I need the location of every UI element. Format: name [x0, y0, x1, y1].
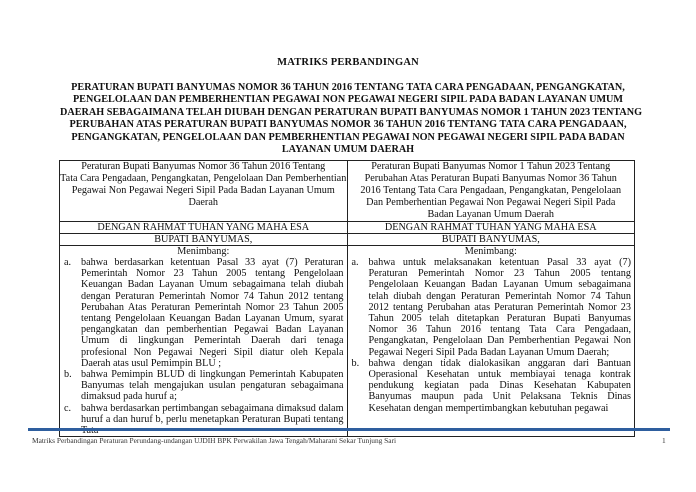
left-column-header [60, 161, 348, 222]
menimbang-label: Menimbang: [177, 246, 230, 257]
header-line: 2016 Tentang Tata Cara Pengadaan, Pengangkatan, Pengelolaan [360, 185, 622, 196]
header-line: Tata Cara Pengadaan, Pengangkatan, Pengelolaan Dan Pemberhentian [60, 173, 347, 184]
regulation-title-line: PERUBAHAN ATAS PERATURAN BUPATI BANYUMAS NOMOR 36 TAHUN 2016 TENTANG TATA CARA PENGADAAN, [69, 119, 627, 131]
item-label: c. [64, 402, 72, 414]
left-rahmat: DENGAN RAHMAT TUHAN YANG MAHA ESA [60, 222, 348, 234]
footer-rule [28, 428, 670, 431]
page-number: 1 [662, 436, 666, 445]
right-column-header [347, 161, 635, 222]
item-label: b. [351, 357, 360, 369]
item-label: a. [64, 257, 72, 268]
header-line: Daerah [188, 197, 218, 208]
item-label: b. [64, 369, 72, 381]
menimbang-label: Menimbang: [464, 246, 517, 257]
header-line: Badan Layanan Umum Daerah [427, 209, 554, 220]
regulation-title-line: PENGANGKATAN, PENGELOLAAN DAN PEMBERHENTIAN PEGAWAI NON PEGAWAI NEGERI SIPIL PADA BADAN [71, 131, 625, 143]
item-text: bahwa berdasarkan pertimbangan sebagaimana dimaksud dalam huruf a dan huruf b, perlu menetapkan Peraturan Bupati tentang [81, 402, 344, 425]
item-text: bahwa dengan tidak dialokasikan anggaran dari Bantuan Operasional Kesehatan untuk membiayai tenaga kontrak pendukung kegiatan pada Dinas Kesehatan Kabupaten Banyumas maupun pada Unit Pelaksana Teknis Dinas Kesehatan dengan mempertimbangkan kebutuhan pegawai [368, 357, 631, 414]
page-title: MATRIKS PERBANDINGAN [277, 57, 419, 68]
header-line: Dan Pemberhentian Pegawai Non Pegawai Negeri Sipil Pada [366, 197, 616, 208]
header-line: Peraturan Bupati Banyumas Nomor 36 Tahun 2016 Tentang [81, 161, 326, 172]
header-line: Peraturan Bupati Banyumas Nomor 1 Tahun 2023 Tentang [371, 161, 611, 172]
list-item [351, 358, 632, 414]
header-line: Pegawai Non Pegawai Negeri Sipil Pada Badan Layanan Umum [71, 185, 335, 196]
regulation-title-line: DAERAH SEBAGAIMANA TELAH DIUBAH DENGAN PERATURAN BUPATI BANYUMAS NOMOR 1 TAHUN 2023 TENTANG [60, 106, 643, 118]
right-menimbang-cell [347, 246, 635, 437]
regulation-title-line: PERATURAN BUPATI BANYUMAS NOMOR 36 TAHUN 2016 TENTANG TATA CARA PENGADAAN, PENGANGKATAN, [71, 82, 625, 93]
right-rahmat: DENGAN RAHMAT TUHAN YANG MAHA ESA [347, 222, 635, 234]
item-text: bahwa untuk melaksanakan ketentuan Pasal 33 ayat (7) Peraturan Pemerintah Nomor 23 Tahun 2005 tentang Pengelolaan Keuangan Badan Layanan Umum sebagaimana telah diubah dengan Peraturan Pemerintah Nomor 74 Tahun 2012 tentang Perubahan atas Peraturan Pemerintah Nomor 23 Tahun 2005 telah ditetapkan Peraturan Bupati Banyumas Nomor 36 Tahun 2016 tentang Tata Cara Pengadaan, Pengangkatan, Pengelolaan Dan Pemberhentian Pegawai Non Pegawai Negeri Sipil Pada Badan Layanan Umum Daerah; [368, 257, 631, 358]
comparison-table [59, 160, 635, 437]
list-item [63, 369, 344, 403]
item-label: a. [351, 257, 359, 268]
regulation-title [60, 82, 643, 156]
regulation-title-line: LAYANAN UMUM DAERAH [281, 144, 415, 156]
item-text: bahwa berdasarkan ketentuan Pasal 33 ayat (7) Peraturan Pemerintah Nomor 23 Tahun 2005 tentang Pengelolaan Keuangan Badan Layanan Umum sebagaimana telah diubah dengan Peraturan Pemerintah Nomor 74 Tahun 2012 tentang Perubahan Atas Peraturan Pemerintah Nomor 23 Tahun 2005 tentang Pengelolaan Keuangan Badan Layanan Umum, syarat pengangkatan dan pemberhentian Pegawai Badan Layanan Umum di lingkungan Pemerintah Daerah dari tenaga profesional Non Pegawai Negeri Sipil diatur oleh Kepala Daerah atas usul Pemimpin BLU ; [81, 257, 344, 369]
footer-text: Matriks Perbandingan Peraturan Perundang-undangan UJDIH BPK Perwakilan Jawa Tengah/Maharani Sekar Tunjung Sari [32, 436, 397, 445]
list-item [63, 403, 344, 437]
regulation-title-line: PENGELOLAAN DAN PEMBERHENTIAN PEGAWAI NON PEGAWAI NEGERI SIPIL PADA BADAN LAYANAN UMUM [72, 94, 624, 106]
list-item [63, 257, 344, 369]
list-item [351, 257, 632, 358]
item-text: bahwa Pemimpin BLUD di lingkungan Pemerintah Kabupaten Banyumas telah mengajukan usulan pengaturan sebagaimana dimaksud pada huruf a; [81, 369, 344, 403]
left-bupati: BUPATI BANYUMAS, [60, 234, 348, 246]
left-menimbang-cell [60, 246, 348, 437]
header-line: Perubahan Atas Peraturan Bupati Banyumas Nomor 36 Tahun [364, 173, 617, 184]
right-bupati: BUPATI BANYUMAS, [347, 234, 635, 246]
